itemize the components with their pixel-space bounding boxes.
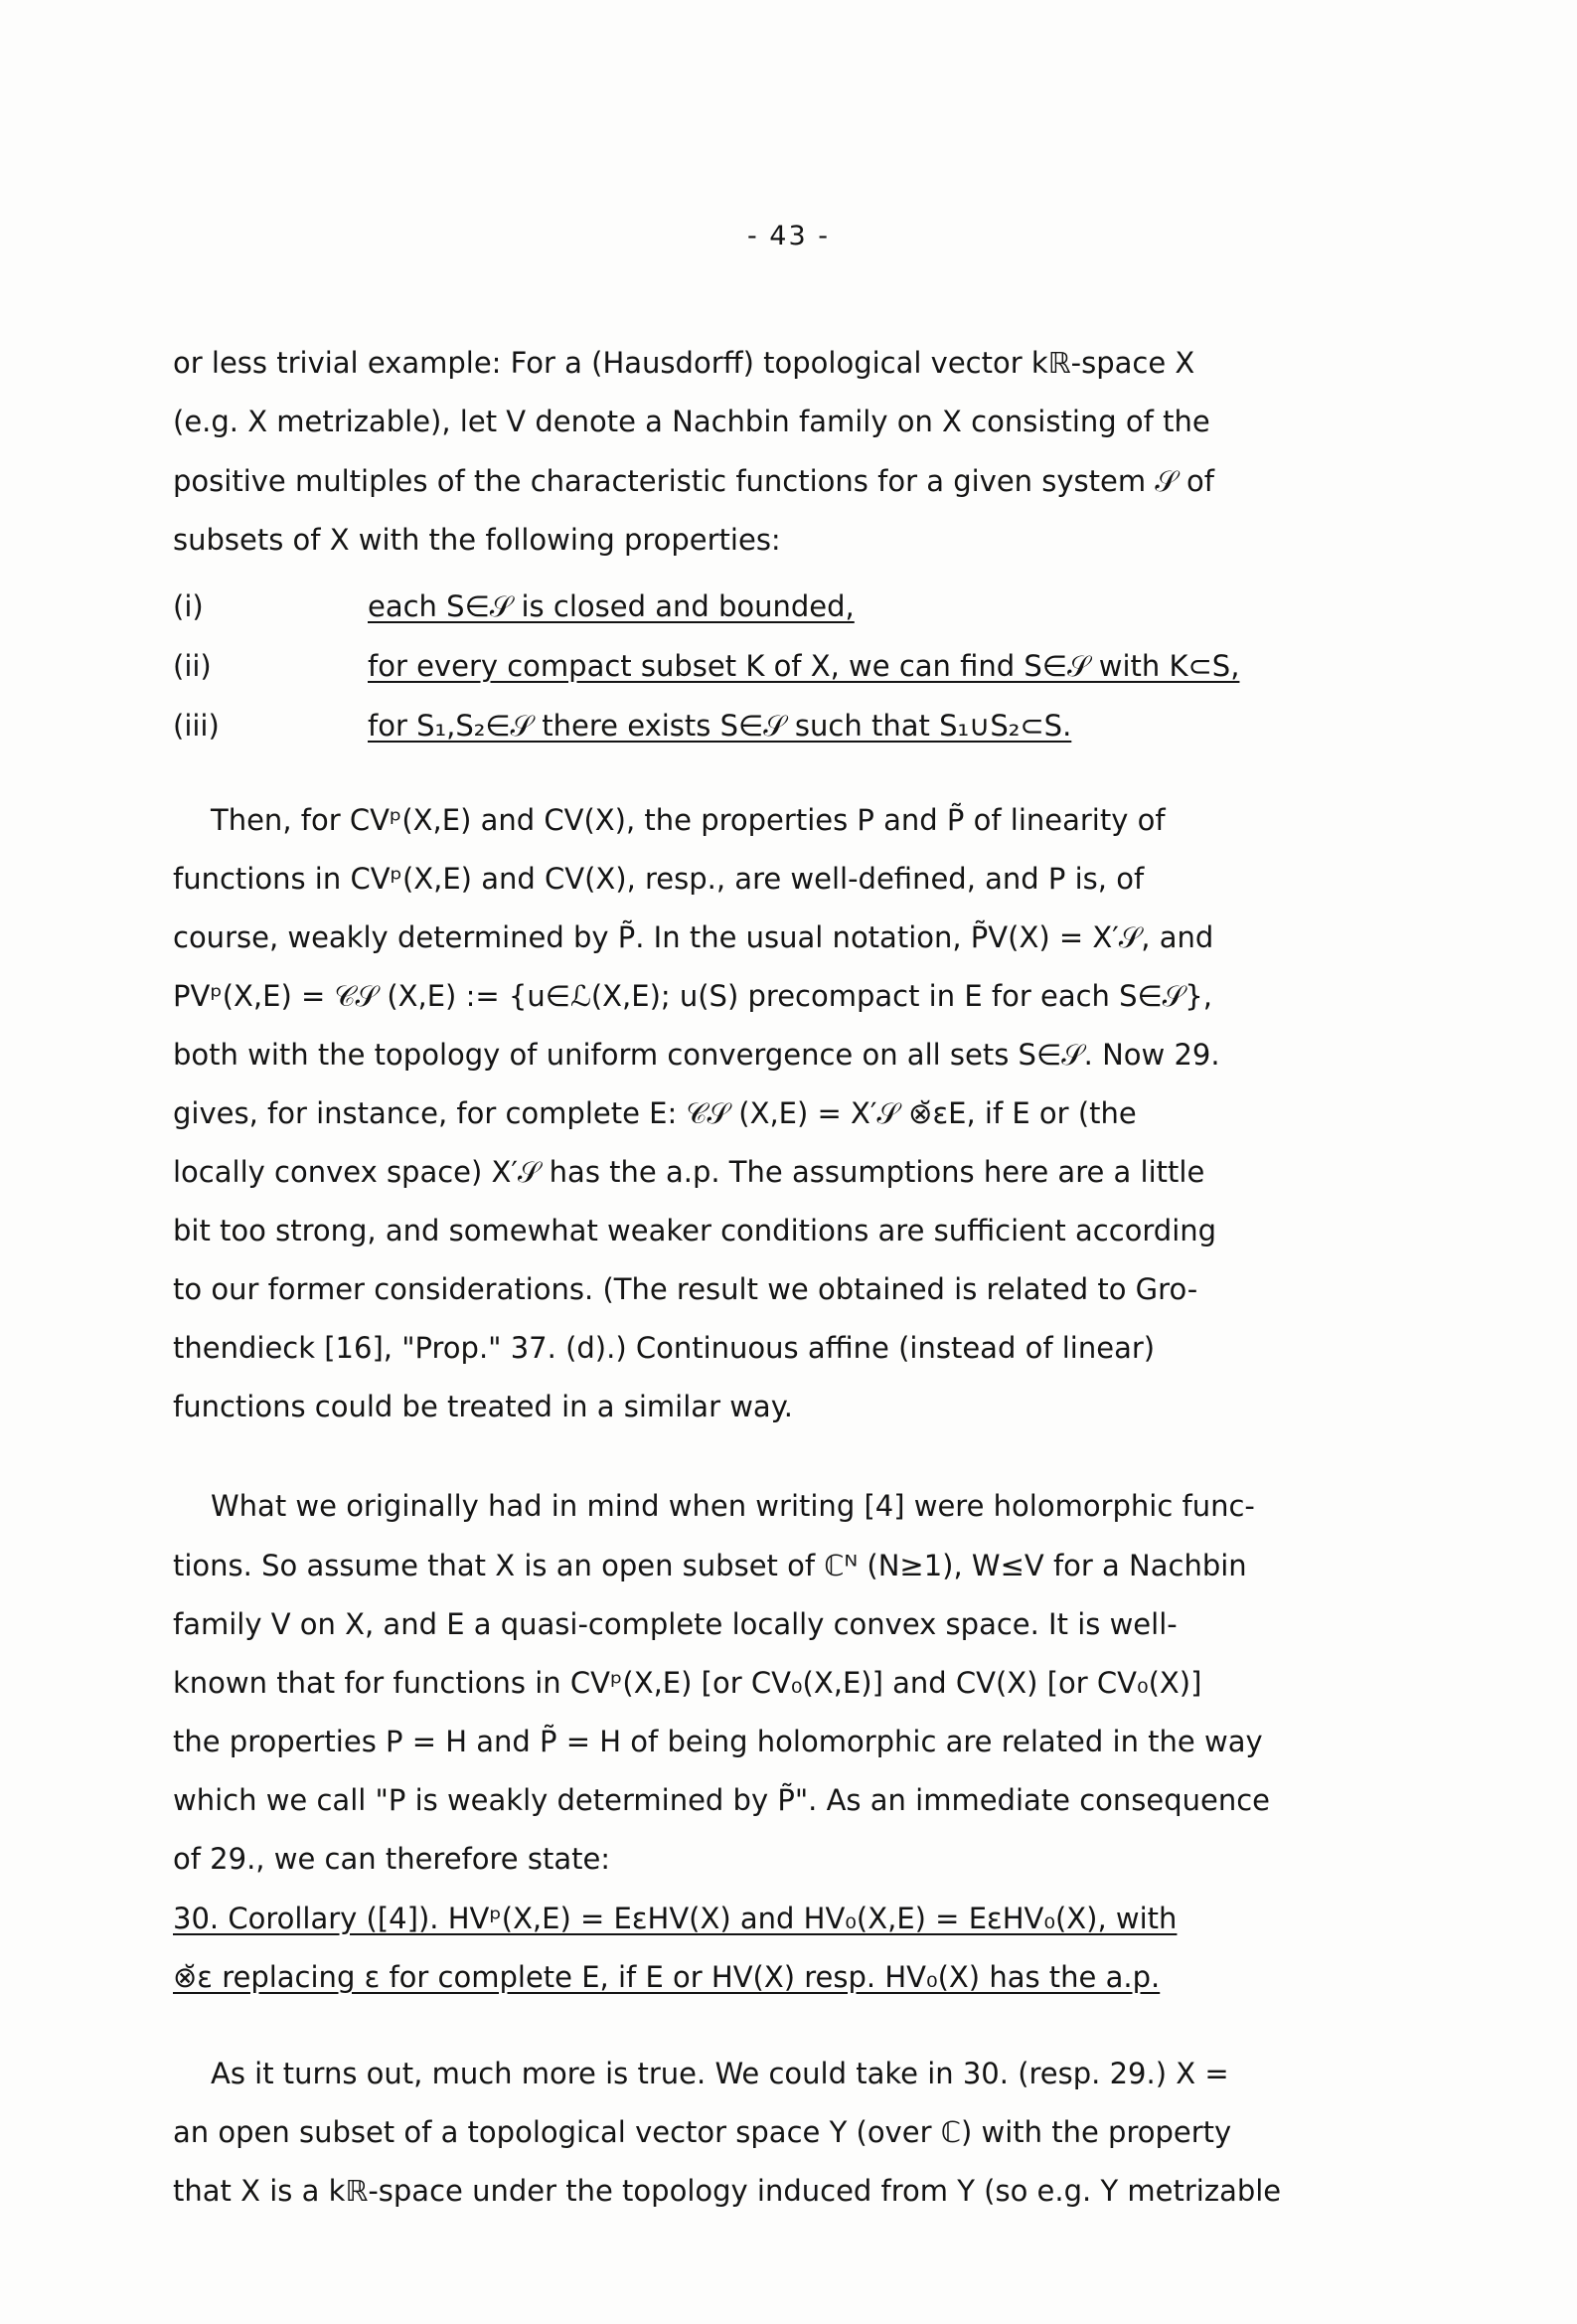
paragraph3-line-5: the properties P = H and P̃ = H of being holomorphic are related in the way [173,1725,1263,1758]
paragraph2-line-10: thendieck [16], "Prop." 37. (d).) Continuous affine (instead of linear) [173,1331,1156,1365]
paragraph3-line-3: family V on X, and E a quasi-complete locally convex space. It is well- [173,1607,1178,1641]
property-iii-label: (iii) [173,709,220,743]
property-ii-text: for every compact subset K of X, we can find S∈𝒮 with K⊂S, [368,649,1240,683]
paragraph2-line-4: PVᵖ(X,E) = 𝒞𝒮 (X,E) := {u∈ℒ(X,E); u(S) precompact in E for each S∈𝒮}, [173,979,1212,1013]
property-ii-label: (ii) [173,649,212,683]
page-number: - 43 - [746,221,830,251]
paragraph2-line-6: gives, for instance, for complete E: 𝒞𝒮 (X,E) = X′𝒮 ⊗̆εE, if E or (the [173,1096,1137,1130]
paragraph2-line-9: to our former considerations. (The result we obtained is related to Gro- [173,1272,1198,1306]
paragraph2-line-1: Then, for CVᵖ(X,E) and CV(X), the properties P and P̃ of linearity of [211,803,1166,837]
paragraph3-line-1: What we originally had in mind when writing [4] were holomorphic func- [211,1489,1255,1523]
property-i-label: (i) [173,589,204,623]
paragraph2-line-3: course, weakly determined by P̃. In the usual notation, P̃V(X) = X′𝒮, and [173,920,1214,954]
paragraph1-line-3: positive multiples of the characteristic functions for a given system 𝒮 of [173,464,1214,498]
paragraph3-line-2: tions. So assume that X is an open subset of ℂᴺ (N≥1), W≤V for a Nachbin [173,1549,1247,1582]
paragraph1-line-4: subsets of X with the following properties: [173,523,781,557]
paragraph2-line-7: locally convex space) X′𝒮 has the a.p. The assumptions here are a little [173,1155,1205,1189]
paragraph2-line-2: functions in CVᵖ(X,E) and CV(X), resp., are well-defined, and P is, of [173,862,1145,896]
paragraph2-line-11: functions could be treated in a similar way. [173,1390,793,1423]
paragraph4-line-2: an open subset of a topological vector space Y (over ℂ) with the property [173,2115,1232,2149]
property-i-text: each S∈𝒮 is closed and bounded, [368,589,855,623]
property-iii-text: for S₁,S₂∈𝒮 there exists S∈𝒮 such that S₁∪S₂⊂S. [368,709,1072,743]
paragraph3-line-7: of 29., we can therefore state: [173,1842,611,1876]
corollary-line-1: 30. Corollary ([4]). HVᵖ(X,E) = EεHV(X) and HV₀(X,E) = EεHV₀(X), with [173,1902,1178,1935]
paragraph3-line-4: known that for functions in CVᵖ(X,E) [or CV₀(X,E)] and CV(X) [or CV₀(X)] [173,1666,1202,1700]
paragraph1-line-2: (e.g. X metrizable), let V denote a Nachbin family on X consisting of the [173,405,1210,438]
corollary-line-2: ⊗̆ε replacing ε for complete E, if E or HV(X) resp. HV₀(X) has the a.p. [173,1960,1161,1994]
paragraph4-line-1: As it turns out, much more is true. We could take in 30. (resp. 29.) X = [211,2057,1229,2090]
paragraph4-line-3: that X is a kℝ-space under the topology induced from Y (so e.g. Y metrizable [173,2174,1282,2208]
paragraph3-line-6: which we call "P is weakly determined by P̃". As an immediate consequence [173,1783,1271,1817]
paragraph2-line-5: both with the topology of uniform convergence on all sets S∈𝒮. Now 29. [173,1038,1220,1072]
paragraph2-line-8: bit too strong, and somewhat weaker conditions are sufficient according [173,1214,1217,1247]
paragraph1-line-1: or less trivial example: For a (Hausdorff) topological vector kℝ-space X [173,346,1195,380]
